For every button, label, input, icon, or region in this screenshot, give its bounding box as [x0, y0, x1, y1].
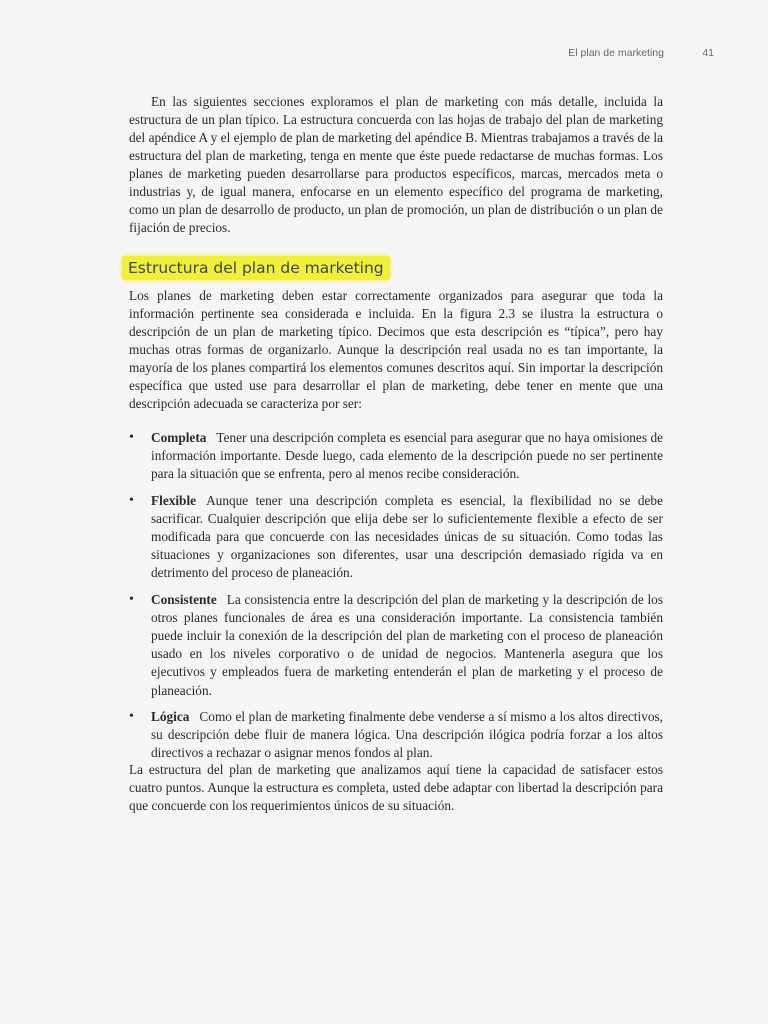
list-item-logica: [129, 708, 663, 763]
list-item-completa: [129, 429, 663, 484]
bullet-icon: •: [129, 430, 134, 445]
bullet-icon: •: [129, 591, 134, 607]
bullet-term: Consistente: [151, 591, 217, 607]
bullet-icon: •: [129, 492, 134, 508]
bullet-term: Lógica: [151, 708, 190, 724]
bullet-text: Tener una descripción completa es esencial para asegurar que no haya omisiones de información importante. Desde luego, cada elemento de la descripción puede no ser pertinente para la situación que se enfrenta, pero al menos recibe consideración.: [151, 430, 663, 482]
section-paragraph: Los planes de marketing deben estar correctamente organizados para asegurar que toda la información pertinente sea considerada e incluida. En la figura 2.3 se ilustra la estructura o descripción de un plan de marketing típico. Decimos que esta descripción es “típica”, pero hay muchas otras formas de organizarlo. Aunque la descripción real usada no es tan importante, la mayoría de los planes compartirá los elementos comunes descritos aquí. Sin importar la descripción específica que usted use para desarrollar el plan de marketing, debe tener en mente que una descripción adecuada se caracteriza por ser:: [129, 288, 663, 411]
closing-paragraph: La estructura del plan de marketing que analizamos aquí tiene la capacidad de satisfacer estos cuatro puntos. Aunque la estructura es completa, usted debe adaptar con libertad la descripción para que concuerde con los requerimientos únicos de su situación.: [129, 762, 663, 813]
bullet-term: Flexible: [151, 492, 197, 508]
bullet-text: Como el plan de marketing finalmente debe venderse a sí mismo a los altos directivos, su descripción debe fluir de manera lógica. Una descripción ilógica podría forzar a los altos directivos a rechazar o asignar menos fondos al plan.: [151, 708, 663, 761]
bullet-text: La consistencia entre la descripción del plan de marketing y la descripción de los otros planes funcionales de área es una consideración importante. La consistencia también puede incluir la conexión de la descripción del plan de marketing con el proceso de planeación usado en los niveles corporativo o de unidad de negocios. Mantenerla asegura que los ejecutivos y empleados fuera de marketing entenderán el plan de marketing y el proceso de planeación.: [151, 591, 663, 698]
bullet-text: Aunque tener una descripción completa es esencial, la flexibilidad no se debe sacrificar. Cualquier descripción que elija debe ser lo suficientemente flexible a efecto de ser modificada para que concuerde con las necesidades únicas de su situación. Como todas las situaciones y organizaciones son diferentes, usar una descripción demasiado rígida va en detrimento del proceso de planeación.: [151, 492, 663, 581]
list-item-flexible: [129, 492, 663, 583]
characteristics-list: [129, 429, 663, 770]
section-heading: Estructura del plan de marketing: [128, 259, 384, 277]
bullet-term: Completa: [151, 430, 207, 445]
running-head-title: El plan de marketing: [568, 47, 664, 59]
bullet-icon: •: [129, 708, 134, 724]
section-heading-highlight: [122, 256, 390, 280]
page-number: 41: [702, 47, 714, 59]
intro-paragraph: En las siguientes secciones exploramos el plan de marketing con más detalle, incluida la estructura de un plan típico. La estructura concuerda con las hojas de trabajo del plan de marketing del apéndice A y el ejemplo de plan de marketing del apéndice B. Mientras trabajamos a través de la estructura del plan de marketing, tenga en mente que éste puede redactarse de muchas formas. Los planes de marketing pueden desarrollarse para productos específicos, marcas, mercados meta o industrias y, de igual manera, enfocarse en un elemento específico del programa de marketing, como un plan de desarrollo de producto, un plan de promoción, un plan de distribución o un plan de fijación de precios.: [129, 94, 663, 235]
list-item-consistente: [129, 591, 663, 700]
